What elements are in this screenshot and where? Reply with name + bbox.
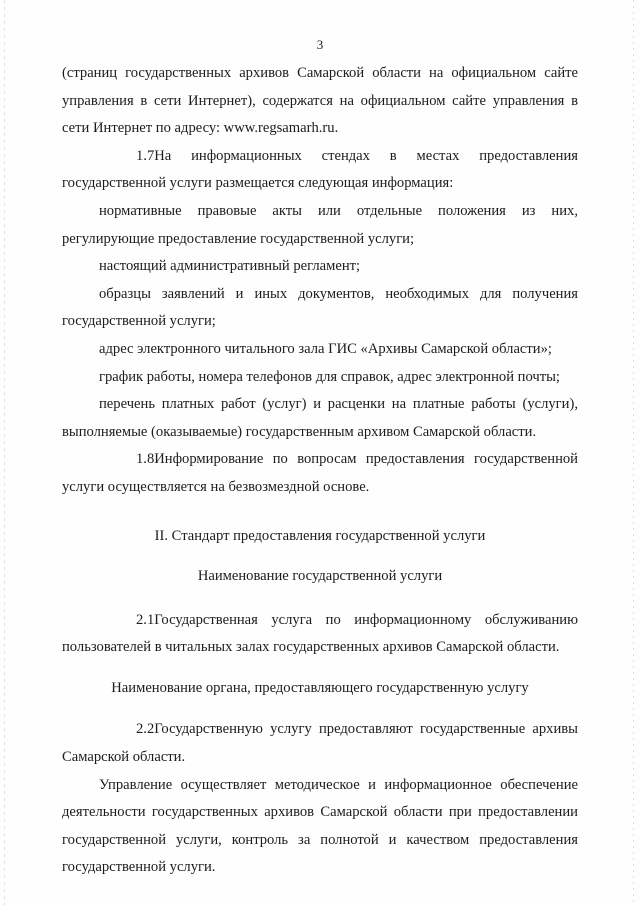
page-number: 3 [316,37,324,52]
list-item: перечень платных работ (услуг) и расценки на платные работы (услуги), выполняемые (оказываемые) государственным архивом Самарской области. [62,396,578,440]
paragraph-management: Управление осуществляет методическое и информационное обеспечение деятельности государственных архивов Самарской области при предоставлении государственной услуги, контроль за полнотой и качеством предоставления государственной услуги. [62,776,578,876]
scan-edge-left [4,0,5,905]
paragraph-1-8 [62,446,578,501]
list-item: нормативные правовые акты или отдельные положения из них, регулирующие предоставление государственной услуги; [62,202,578,247]
list-item: образцы заявлений и иных документов, необходимых для получения государственной услуги; [62,285,578,330]
list-item: адрес электронного читального зала ГИС «Архивы Самарской области»; [99,340,552,357]
paragraph-2-1 [62,607,578,662]
subsection-title: Наименование государственной услуги [197,568,443,585]
paragraph-continuation: (страниц государственных архивов Самарской области на официальном сайте управления в сети Интернет), содержатся на официальном сайте управления в сети Интернет по адресу: www.regsamarh.ru. [62,65,578,137]
clause-text: Государственную услугу предоставляют государственные архивы Самарской области. [62,721,578,766]
clause-number: 1.7 [136,147,155,164]
clause-text: Государственная услуга по информационному обслуживанию пользователей в читальных залах государственных архивов Самарской области. [62,611,578,656]
list-item: график работы, номера телефонов для справок, адрес электронной почты; [99,368,560,385]
paragraph-1-7 [62,143,578,198]
document-body [62,60,578,882]
paragraph-2-2 [62,716,578,771]
clause-text: На информационных стендах в местах предоставления государственной услуги размещается следующая информация: [62,147,578,192]
list-item: настоящий административный регламент; [99,258,361,275]
clause-number: 2.1 [136,611,155,628]
subsection-title: Наименование органа, предоставляющего государственную услугу [111,679,529,696]
section-title: II. Стандарт предоставления государственной услуги [154,527,486,544]
clause-number: 1.8 [136,451,155,468]
clause-number: 2.2 [136,721,155,738]
clause-text: Информирование по вопросам предоставления государственной услуги осуществляется на безвозмездной основе. [62,451,578,495]
scan-edge-right [633,0,634,905]
